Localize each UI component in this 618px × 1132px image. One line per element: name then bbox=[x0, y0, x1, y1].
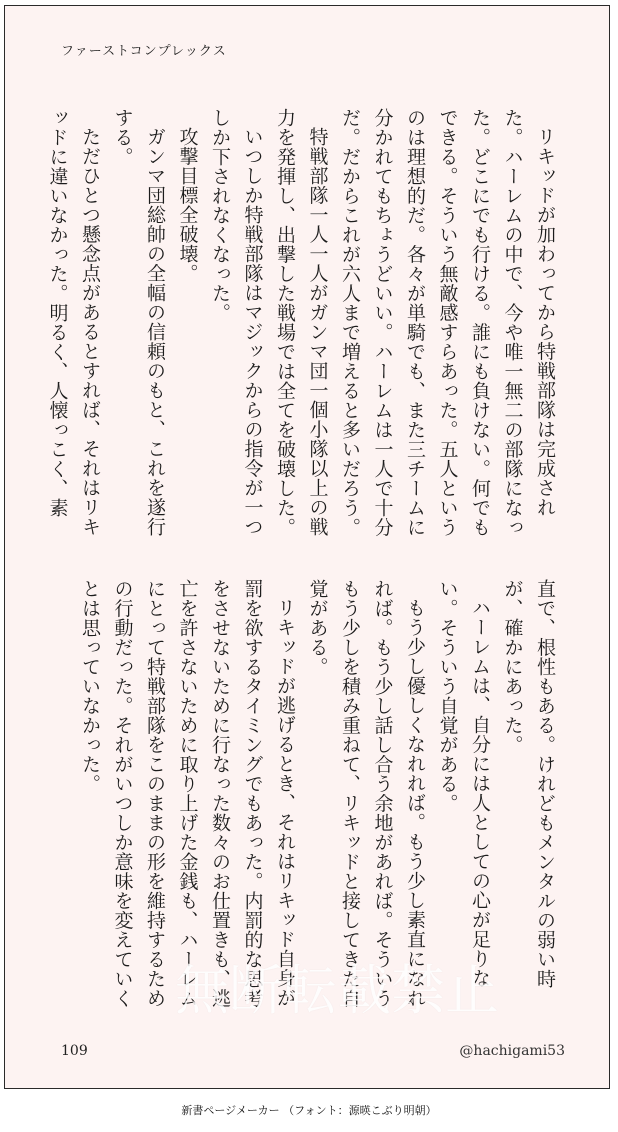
generator-credit: 新書ページメーカー （フォント：源暎こぶり明朝） bbox=[181, 1104, 437, 1117]
author-handle: @hachigami53 bbox=[459, 1043, 565, 1059]
paragraph: 攻撃目標全破壊。 bbox=[176, 127, 199, 283]
paragraph: もう少し優しくなれれば。もう少し素直になれれば。もう少し話し合う余地があれば。そういうもう少しを積み重ねて、リキッドと接してきた自覚がある。 bbox=[306, 579, 426, 1008]
book-page bbox=[4, 5, 610, 1089]
running-head-title: ファーストコンプレックス bbox=[61, 44, 227, 59]
paragraph: ハーレムは、自分には人としての心が足りない。そういう自覚がある。 bbox=[436, 579, 491, 988]
text-block-bottom bbox=[51, 579, 561, 1022]
paragraph: 特戦部隊一人一人がガンマ団一個小隊以上の戦力を発揮し、出撃した戦場では全てを破壊した。 bbox=[274, 108, 329, 537]
page-number: 109 bbox=[61, 1043, 88, 1059]
paragraph-continued: 直で、根性もある。けれどもメンタルの弱い時が、確かにあった。 bbox=[501, 579, 556, 989]
paragraph: リキッドが逃げるとき、それはリキッド自身が罰を欲するタイミングでもあった。内罰的な思考をさせないために行なった数々のお仕置きも、逃亡を許さないために取り上げた金銭も、ハーレムにとって特戦部隊をこのままの形を維持するための行動だった。それがいつしか意味を変えていくとは思っていなかった。 bbox=[79, 579, 296, 1008]
watermark: 無断転載禁止 bbox=[175, 959, 499, 1022]
paragraph: ガンマ団総帥の全幅の信頼のもと、これを遂行する。 bbox=[111, 108, 166, 537]
paragraph: いつしか特戦部隊はマジックからの指令が一つしか下されなくなった。 bbox=[209, 108, 264, 537]
text-block-top bbox=[46, 108, 561, 548]
paragraph: ただひとつ懸念点があるとすれば、それはリキッドに違いなかった。明るく、人懐っこく、素 bbox=[46, 108, 101, 537]
paragraph: リキッドが加わってから特戦部隊は完成された。ハーレムの中で、今や唯一無二の部隊になった。どこにでも行ける。誰にも負けない。何でもできる。そういう無敵感すらあった。五人というのは理想的だ。各々が単騎でも、また三チームに分かれてもちょうどいい。ハーレムは一人で十分だ。だからこれが六人まで増えると多いだろう。 bbox=[339, 108, 556, 537]
